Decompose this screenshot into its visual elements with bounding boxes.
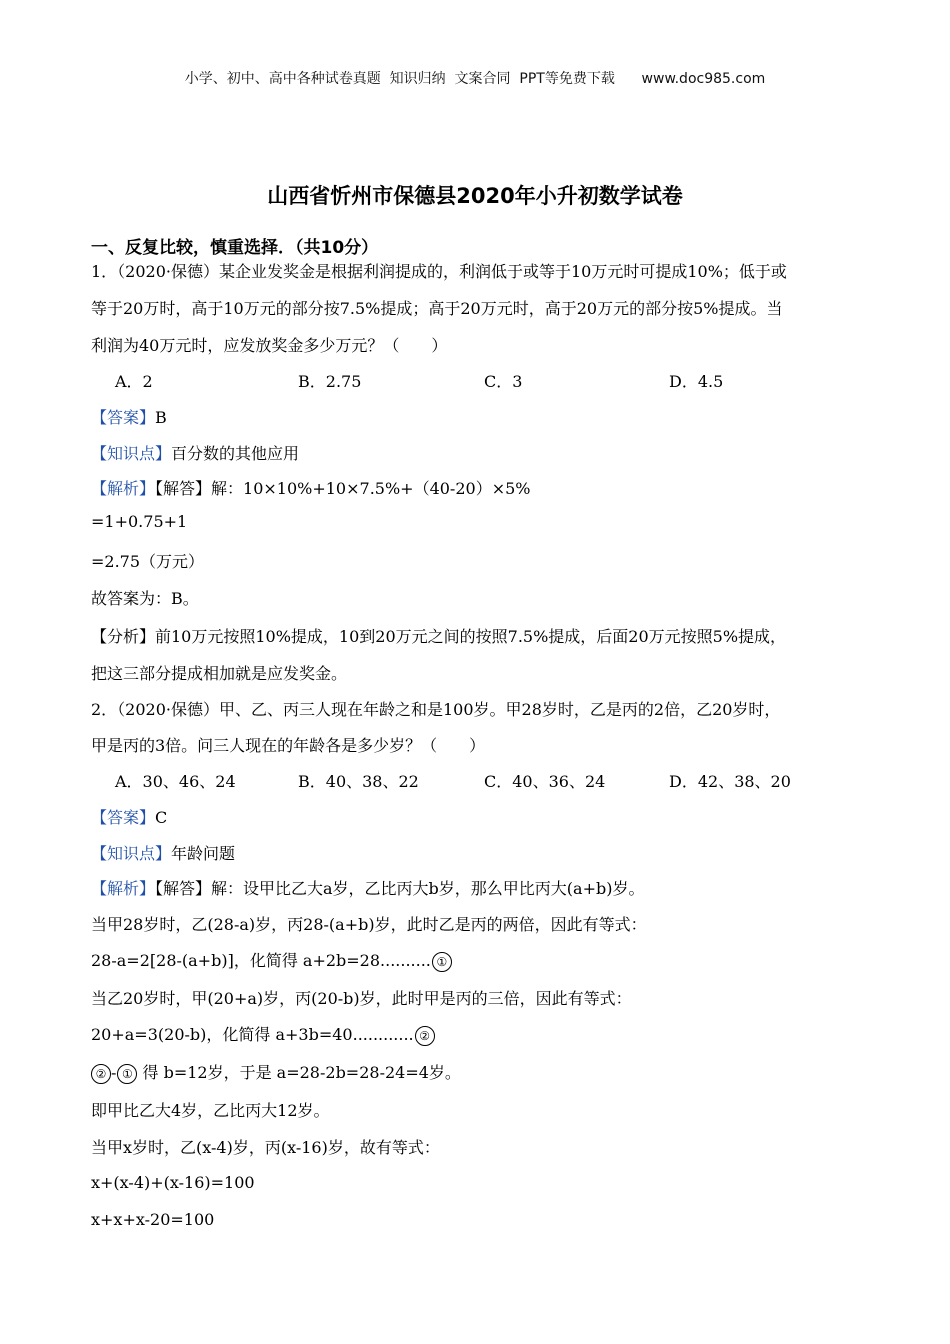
circled-one: ①: [117, 1064, 137, 1084]
q1-option-d: D．4.5: [669, 372, 724, 391]
q1-option-a: A．2: [115, 372, 153, 391]
q2-step-6: 即甲比乙大4岁，乙比丙大12岁。: [91, 1101, 330, 1120]
q1-step-3: 故答案为：B。: [91, 589, 199, 608]
solution-tag: 【解析】: [91, 479, 156, 498]
q2-answer: [91, 805, 167, 828]
answer-value: C: [155, 808, 168, 827]
solution-text: 【解答】解：设甲比乙大a岁，乙比丙大b岁，那么甲比丙大(a+b)岁。: [155, 879, 645, 898]
section-heading: 一、反复比较，慎重选择．（共10分）: [91, 238, 379, 258]
q2-option-c: C．40、36、24: [484, 772, 606, 791]
knowledge-tag: 【知识点】: [91, 444, 172, 463]
knowledge-value: 百分数的其他应用: [171, 444, 300, 463]
q2-step-2: [91, 948, 452, 972]
circled-two: ②: [415, 1026, 435, 1046]
q1-line-2: 等于20万时，高于10万元的部分按7.5%提成；高于20万元时，高于20万元的部分按5%提成。当: [91, 299, 783, 318]
answer-tag: 【答案】: [91, 808, 156, 827]
q2-step-4: [91, 1022, 435, 1046]
step-text: 得 b=12岁，于是 a=28-2b=28-24=4岁。: [137, 1063, 461, 1082]
q2-line-1: 2．（2020·保德）甲、乙、丙三人现在年龄之和是100岁。甲28岁时，乙是丙的2倍，乙20岁时，: [91, 700, 781, 719]
q1-line-1: 1．（2020·保德）某企业发奖金是根据利润提成的，利润低于或等于10万元时可提成10%；低于或: [91, 262, 787, 281]
q2-step-8: x+(x-4)+(x-16)=100: [91, 1173, 255, 1192]
page-header: 小学、初中、高中各种试卷真题 知识归纳 文案合同 PPT等免费下载 www.doc985.com: [184, 71, 766, 87]
solution-tag: 【解析】: [91, 879, 156, 898]
page-title: 山西省忻州市保德县2020年小升初数学试卷: [267, 184, 683, 208]
q1-solution: [91, 476, 531, 499]
equation-1: 28-a=2[28-(a+b)]，化简得 a+2b=28..........: [91, 951, 431, 970]
q1-answer: [91, 405, 167, 428]
solution-text: 【解答】解：10×10%+10×7.5%+（40-20）×5%: [155, 479, 531, 498]
q2-solution: [91, 876, 644, 899]
knowledge-value: 年龄问题: [171, 844, 236, 863]
q2-step-7: 当甲x岁时，乙(x-4)岁，丙(x-16)岁，故有等式：: [91, 1138, 440, 1157]
q1-line-3: 利润为40万元时，应发放奖金多少万元？（ ）: [91, 336, 448, 355]
q2-option-b: B．40、38、22: [298, 772, 419, 791]
q2-step-3: 当乙20岁时，甲(20+a)岁，丙(20-b)岁，此时甲是丙的三倍，因此有等式：: [91, 989, 632, 1008]
answer-value: B: [155, 408, 167, 427]
q2-option-a: A．30、46、24: [115, 772, 236, 791]
q2-step-9: x+x+x-20=100: [91, 1210, 215, 1229]
q2-step-1: 当甲28岁时，乙(28-a)岁，丙28-(a+b)岁，此时乙是丙的两倍，因此有等式：: [91, 915, 647, 934]
q1-option-c: C．3: [484, 372, 523, 391]
knowledge-tag: 【知识点】: [91, 844, 172, 863]
equation-2: 20+a=3(20-b)，化简得 a+3b=40............: [91, 1025, 414, 1044]
q2-step-5: [91, 1060, 461, 1084]
q2-option-d: D．42、38、20: [669, 772, 791, 791]
q1-analysis-1: 【分析】前10万元按照10%提成，10到20万元之间的按照7.5%提成，后面20万元按照5%提成，: [91, 627, 787, 646]
circled-two: ②: [91, 1064, 111, 1084]
q1-step-2: =2.75（万元）: [91, 552, 205, 571]
q1-knowledge-point: [91, 441, 299, 464]
circled-one: ①: [432, 952, 452, 972]
answer-tag: 【答案】: [91, 408, 156, 427]
q2-knowledge-point: [91, 841, 235, 864]
q1-option-b: B．2.75: [298, 372, 362, 391]
q1-step-1: =1+0.75+1: [91, 512, 188, 531]
minus-sign: -: [111, 1063, 117, 1082]
q2-line-2: 甲是丙的3倍。问三人现在的年龄各是多少岁？（ ）: [91, 736, 486, 755]
q1-analysis-2: 把这三部分提成相加就是应发奖金。: [91, 664, 348, 683]
